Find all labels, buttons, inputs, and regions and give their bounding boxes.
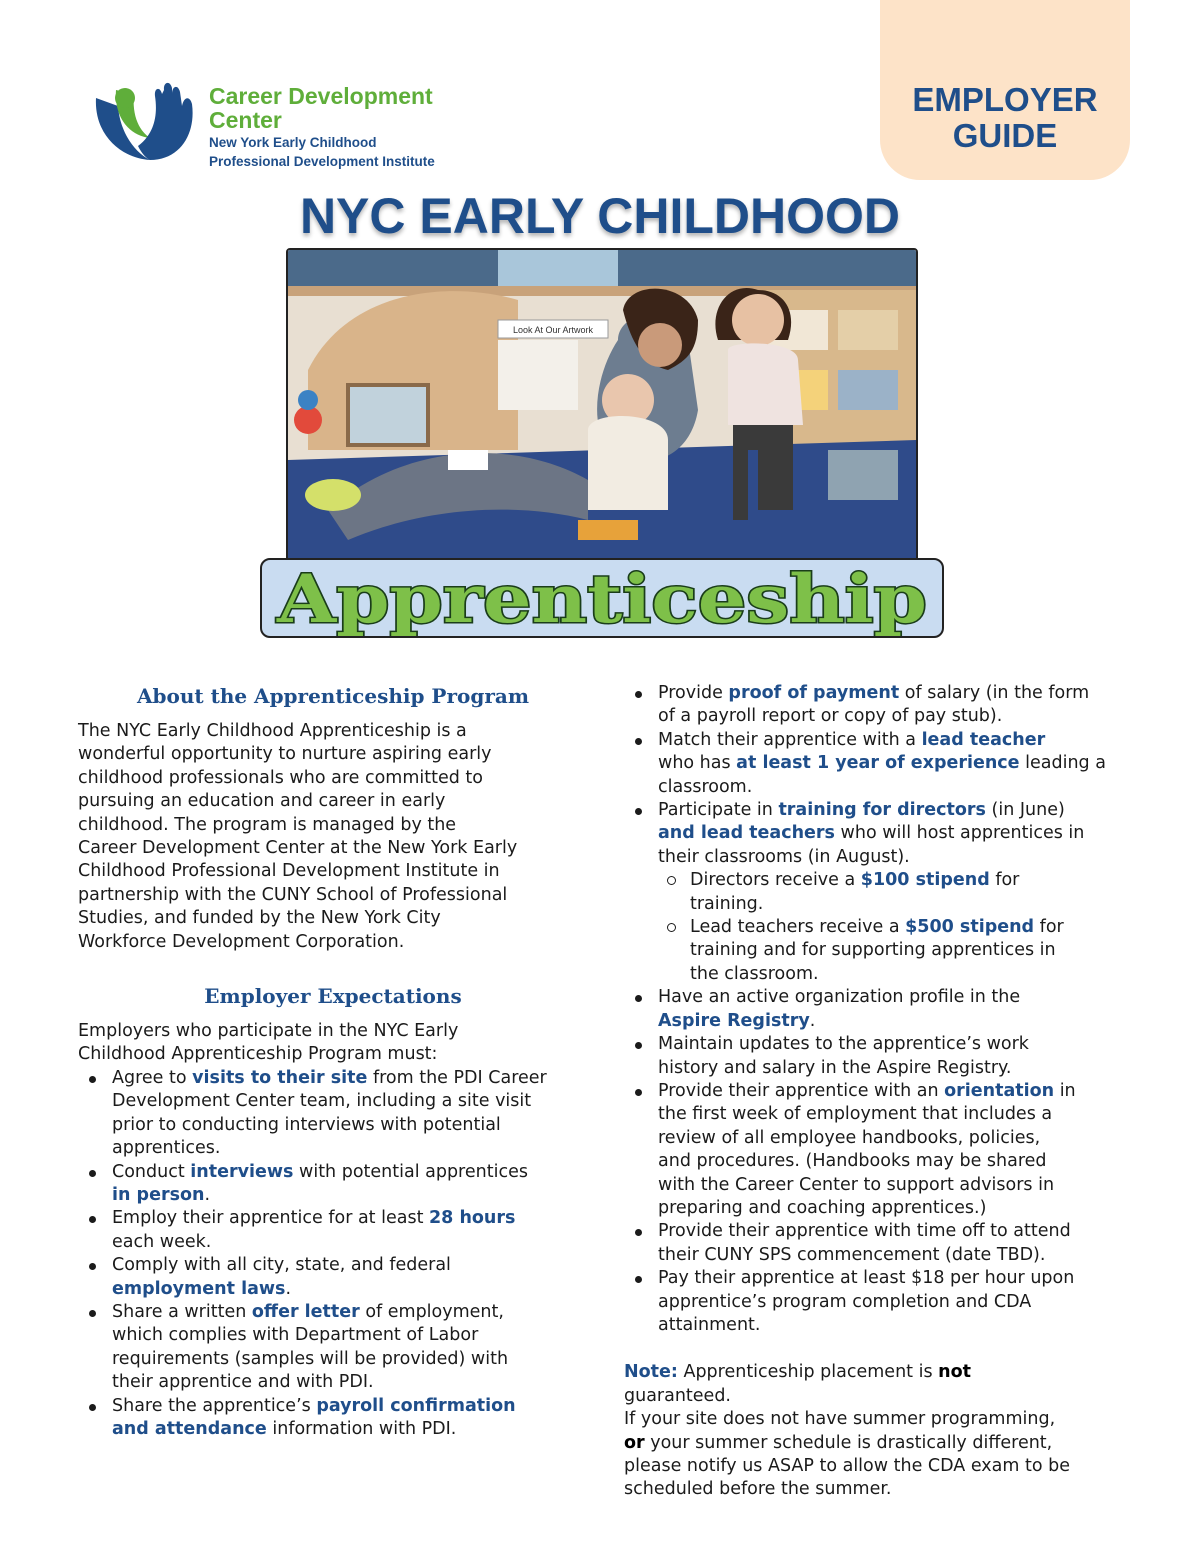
apprenticeship-banner — [260, 558, 944, 638]
logo-mark-icon — [88, 76, 208, 176]
about-line: Career Development Center at the New York Early — [78, 838, 518, 859]
about-paragraph — [78, 720, 588, 954]
about-line: Studies, and funded by the New York City — [78, 908, 441, 929]
logo-name-line-1: Career Development — [209, 83, 433, 109]
badge-line-2: GUIDE — [952, 117, 1058, 154]
about-line: pursuing an education and career in early — [78, 791, 446, 812]
list-item: Maintain updates to the apprentice’s work history and salary in the Aspire Registry. — [624, 1033, 1124, 1080]
list-item: Participate in training for directors (in June) and lead teachers who will host apprentices in their classrooms (in August). Directors receive a $100 stipend for training. Lead teachers receive a $500 stipend for training and for supporting apprentices in the classroom. — [624, 799, 1124, 986]
list-item: Provide their apprentice with an orientation in the first week of employment that includes a review of all employee handbooks, policies, and procedures. (Handbooks may be shared with the Career Center to support advisors in preparing and coaching apprentices.) — [624, 1080, 1124, 1220]
list-item: Provide their apprentice with time off to attend their CUNY SPS commencement (date TBD). — [624, 1220, 1124, 1267]
note-block: Note: Apprenticeship placement is not guaranteed. If your site does not have summer programming, or your summer schedule is drastically different, please notify us ASAP to allow the CDA exam to be scheduled before the summer. — [624, 1362, 1070, 1500]
about-line: childhood. The program is managed by the — [78, 814, 457, 835]
list-item: Agree to visits to their site from the PDI Career Development Center team, including a site visit prior to conducting interviews with potential apprentices. — [78, 1067, 588, 1161]
expectations-list-right — [624, 682, 1124, 1337]
about-line: Workforce Development Corporation. — [78, 931, 405, 952]
expectations-intro — [78, 1020, 588, 1067]
list-item: Share a written offer letter of employment, which complies with Department of Labor requirements (samples will be provided) with their apprentice and with PDI. — [78, 1301, 588, 1395]
logo-subtitle-line-2: Professional Development Institute — [209, 154, 435, 169]
list-item: Match their apprentice with a lead teacher who has at least 1 year of experience leading a classroom. — [624, 729, 1124, 799]
expectations-list-left — [78, 1067, 588, 1442]
artwork-sign-text: Look At Our Artwork — [512, 325, 594, 335]
classroom-photo — [286, 248, 918, 566]
logo-name-line-2: Center — [209, 107, 282, 133]
list-item: Have an active organization profile in the Aspire Registry. — [624, 986, 1124, 1033]
about-line: childhood professionals who are committed to — [78, 767, 483, 788]
list-item: Pay their apprentice at least $18 per hour upon apprentice’s program completion and CDA attainment. — [624, 1267, 1124, 1337]
intro-line: Childhood Apprenticeship Program must: — [78, 1044, 438, 1065]
note-label: Note: — [624, 1362, 678, 1383]
stipend-sublist — [658, 869, 1124, 986]
list-item: Conduct interviews with potential apprentices in person. — [78, 1161, 588, 1208]
list-item: Employ their apprentice for at least 28 hours each week. — [78, 1207, 588, 1254]
list-item: Share the apprentice’s payroll confirmation and attendance information with PDI. — [78, 1395, 588, 1442]
about-line: partnership with the CUNY School of Professional — [78, 884, 508, 905]
employer-guide-badge — [880, 0, 1130, 180]
logo — [88, 76, 488, 176]
page-title: NYC EARLY CHILDHOOD — [299, 188, 901, 244]
list-item: Comply with all city, state, and federal employment laws. — [78, 1254, 588, 1301]
left-column — [78, 682, 588, 1441]
logo-subtitle-line-1: New York Early Childhood — [209, 135, 377, 150]
banner-word: Apprenticeship — [275, 560, 928, 636]
intro-line: Employers who participate in the NYC Early — [78, 1021, 459, 1042]
right-column — [624, 682, 1124, 1502]
expectations-heading: Employer Expectations — [204, 984, 462, 1009]
sub-list-item: Directors receive a $100 stipend for training. — [658, 869, 1124, 916]
badge-line-1: EMPLOYER — [912, 81, 1098, 118]
list-item: Provide proof of payment of salary (in the form of a payroll report or copy of pay stub). — [624, 682, 1124, 729]
sub-list-item: Lead teachers receive a $500 stipend for training and for supporting apprentices in the classroom. — [658, 916, 1124, 986]
about-line: wonderful opportunity to nurture aspiring early — [78, 744, 492, 765]
about-line: Childhood Professional Development Institute in — [78, 861, 500, 882]
about-line: The NYC Early Childhood Apprenticeship is a — [78, 721, 467, 741]
about-heading: About the Apprenticeship Program — [137, 684, 529, 708]
